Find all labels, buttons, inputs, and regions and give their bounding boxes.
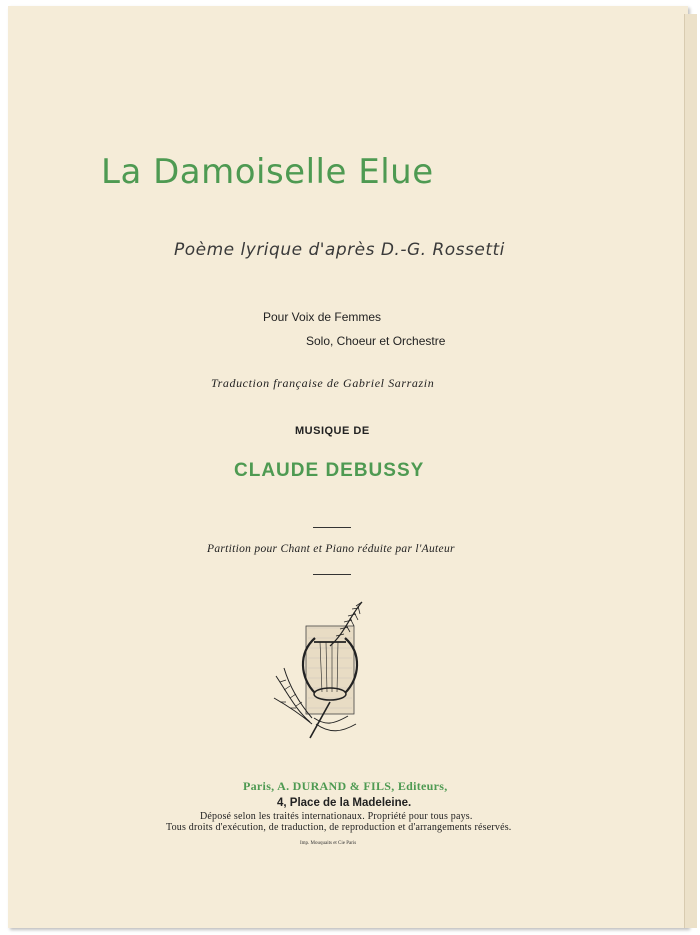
work-subtitle: Poème lyrique d'après D.-G. Rossetti	[174, 240, 505, 260]
printer-imprint: Imp. Mouquaits et Cie Paris	[300, 841, 357, 846]
publisher-address: 4, Place de la Madeleine.	[277, 797, 412, 809]
divider-bottom	[313, 574, 351, 575]
edition-note: Partition pour Chant et Piano réduite par l'Auteur	[207, 543, 455, 555]
divider-top	[313, 527, 351, 528]
rights-notice-1: Déposé selon les traités internationaux. Propriété pour tous pays.	[200, 811, 473, 822]
publisher-line: Paris, A. DURAND & FILS, Editeurs,	[243, 779, 448, 793]
composer-name: CLAUDE DEBUSSY	[234, 460, 425, 481]
lyre-vignette-icon	[270, 598, 370, 748]
page-edge	[684, 14, 697, 928]
rights-notice-2: Tous droits d'exécution, de traduction, de reproduction et d'arrangements réservés.	[166, 822, 512, 833]
translation-credit: Traduction française de Gabriel Sarrazin	[211, 376, 435, 390]
music-by-label: MUSIQUE DE	[295, 425, 370, 437]
voices-line: Pour Voix de Femmes	[263, 310, 382, 324]
work-title: La Damoiselle Elue	[101, 152, 434, 192]
ensemble-line: Solo, Choeur et Orchestre	[306, 334, 446, 348]
